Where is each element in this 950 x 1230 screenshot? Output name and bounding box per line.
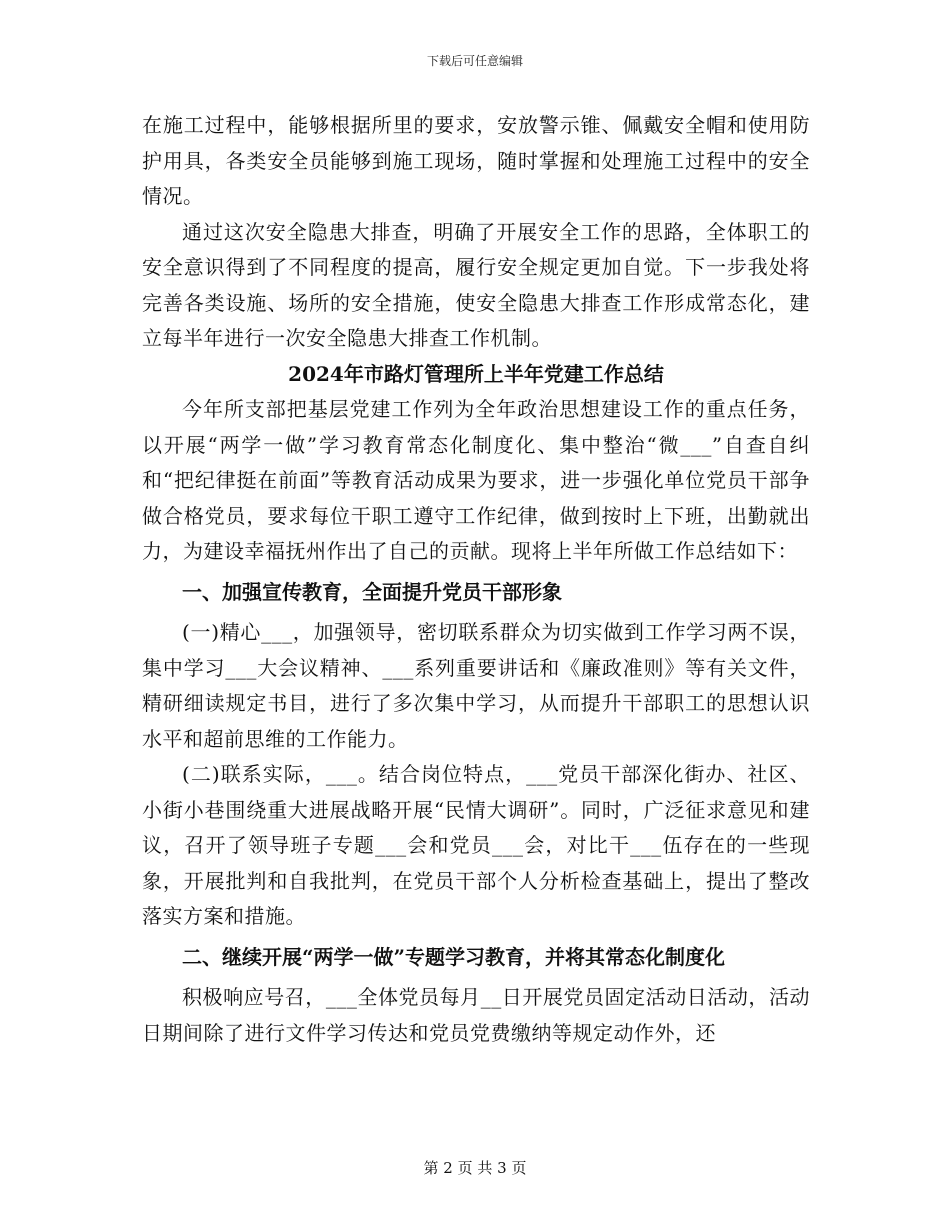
- page-header-note: 下载后可任意编辑: [426, 54, 523, 68]
- document-title: 2024年市路灯管理所上半年党建工作总结: [288, 361, 664, 386]
- section-heading-1: 一、加强宣传教育，全面提升党员干部形象: [182, 579, 562, 604]
- section-heading-2: 二、继续开展“两学一做”专题学习教育，并将其常态化制度化: [182, 944, 726, 969]
- document-body: [142, 108, 810, 1051]
- paragraph-section2: 积极响应号召，___全体党员每月__日开展党员固定活动日活动，活动日期间除了进行文件学习传达和党员党费缴纳等规定动作外，还: [142, 985, 810, 1045]
- paragraph-safety-summary: 通过这次安全隐患大排查，明确了开展安全工作的思路，全体职工的安全意识得到了不同程度的提高，履行安全规定更加自觉。下一步我处将完善各类设施、场所的安全措施，使安全隐患大排查工作形成常态化，建立每半年进行一次安全隐患大排查工作机制。: [142, 219, 810, 350]
- paragraph-section1-part1: (一)精心___，加强领导，密切联系群众为切实做到工作学习两不误，集中学习___大会议精神、___系列重要讲话和《廉政准则》等有关文件，精研细读规定书目，进行了多次集中学习，从而提升干部职工的思想认识水平和超前思维的工作能力。: [142, 620, 810, 751]
- paragraph-intro: 今年所支部把基层党建工作列为全年政治思想建设工作的重点任务，以开展“两学一做”学习教育常态化制度化、集中整治“微___”自查自纠和“把纪律挺在前面”等教育活动成果为要求，进一步强化单位党员干部争做合格党员，要求每位干职工遵守工作纪律，做到按时上下班，出勤就出力，为建设幸福抚州作出了自己的贡献。现将上半年所做工作总结如下：: [142, 397, 810, 563]
- paragraph-section1-part2: (二)联系实际，___。结合岗位特点，___党员干部深化街办、社区、小街小巷围绕重大进展战略开展“民情大调研”。同时，广泛征求意见和建议，召开了领导班子专题___会和党员___会，对比干___伍存在的一些现象，开展批判和自我批判，在党员干部个人分析检查基础上，提出了整改落实方案和措施。: [142, 762, 810, 928]
- page-number: 第 2 页 共 3 页: [423, 1159, 527, 1177]
- paragraph-safety-practice: 在施工过程中，能够根据所里的要求，安放警示锥、佩戴安全帽和使用防护用具，各类安全员能够到施工现场，随时掌握和处理施工过程中的安全情况。: [142, 113, 810, 208]
